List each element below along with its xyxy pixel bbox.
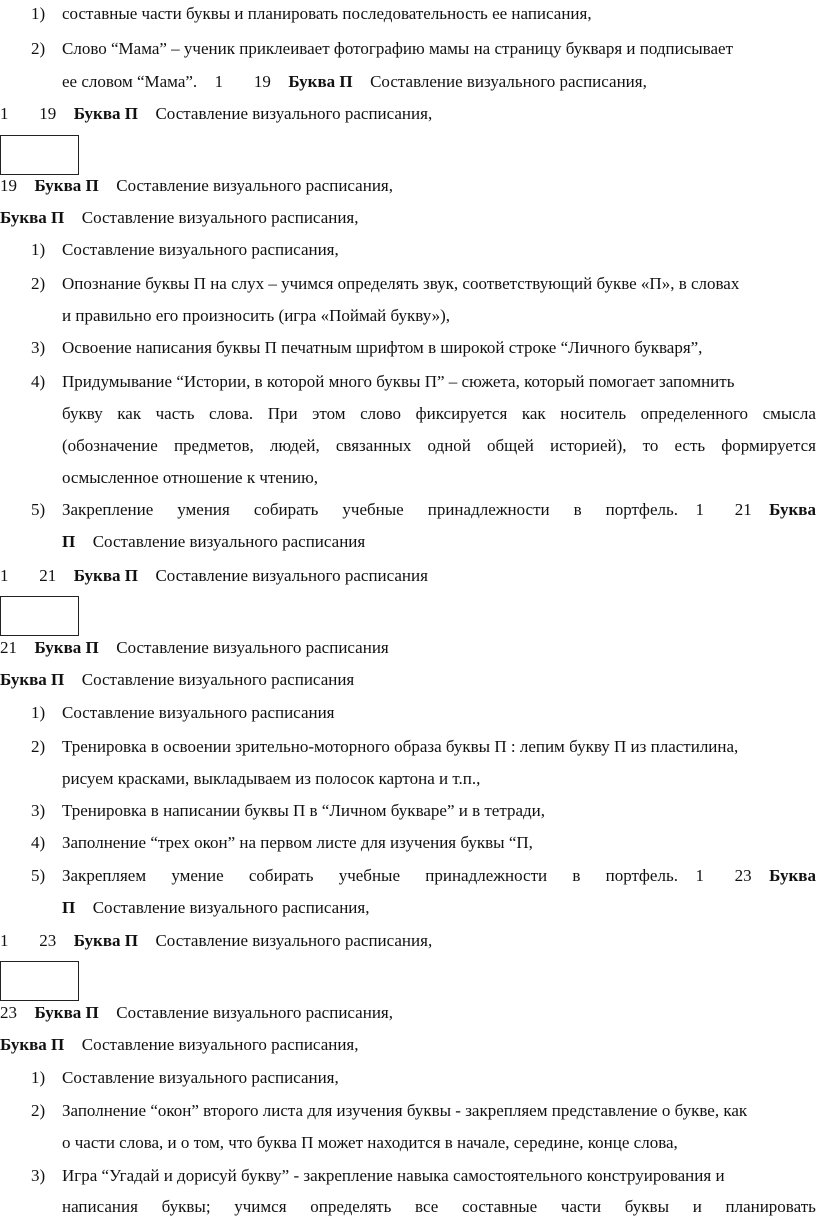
missing-glyph:   (270, 72, 285, 91)
list-marker: 1) (31, 240, 46, 259)
list-item-text: Закрепляем умение собирать учебные принадлежности в портфель.  1   23  Буква (62, 866, 816, 885)
reference-line: 1   19  Буква П  Составление визуального расписания, (0, 104, 433, 123)
missing-glyph:   (223, 72, 237, 91)
reference-line: Буква П  Составление визуального расписания (0, 670, 355, 689)
list-item-text: написания буквы; учимся определять все составные части буквы и планировать (62, 1197, 816, 1216)
reference-line: 21  Буква П  Составление визуального расписания (0, 638, 389, 657)
list-item-text: Составление визуального расписания, (62, 240, 339, 259)
image-placeholder-box (0, 135, 79, 175)
list-item-text: П  Составление визуального расписания, (62, 898, 370, 917)
list-item-text: букву как часть слова. При этом слово фиксируется как носитель определенного смысла (62, 404, 816, 423)
list-marker: 1) (31, 4, 46, 23)
list-marker: 4) (31, 833, 46, 852)
list-marker: 2) (31, 39, 46, 58)
reference-line: 1   23  Буква П  Составление визуального расписания, (0, 931, 433, 950)
list-item-text: Заполнение “трех окон” на первом листе для изучения буквы “П, (62, 833, 533, 852)
list-marker: 1) (31, 1068, 46, 1087)
list-item-text: и правильно его произносить (игра «Поймай букву»), (62, 306, 451, 325)
list-item-text: о части слова, и о том, что буква П может находится в начале, середине, конце слова, (62, 1133, 678, 1152)
reference-line: 19  Буква П  Составление визуального расписания, (0, 176, 393, 195)
list-item-text: Тренировка в написании буквы П в “Личном букваре” и в тетради, (62, 801, 546, 820)
list-item-text: Опознание буквы П на слух – учимся определять звук, соответствующий букве «П», в словах (62, 274, 740, 293)
list-item-text: Слово “Мама” – ученик приклеивает фотографию мамы на страницу букваря и подписывает (62, 39, 734, 58)
list-item-text: Игра “Угадай и дорисуй букву” - закрепление навыка самостоятельного конструирования и (62, 1166, 725, 1185)
reference-line: 1   21  Буква П  Составление визуального расписания (0, 566, 428, 585)
list-marker: 1) (31, 703, 46, 722)
list-item-text: составные части буквы и планировать последовательность ее написания, (62, 4, 592, 23)
reference-line: Буква П  Составление визуального расписания, (0, 1035, 359, 1054)
list-item-text: ее словом “Мама”.  1   19  Буква П  Составление визуального расписания, (62, 72, 647, 91)
list-marker: 3) (31, 1166, 46, 1185)
list-item-text: Составление визуального расписания, (62, 1068, 339, 1087)
list-marker: 5) (31, 866, 46, 885)
list-item-text: Освоение написания буквы П печатным шрифтом в широкой строке “Личного букваря”, (62, 338, 703, 357)
reference-line: 23  Буква П  Составление визуального расписания, (0, 1003, 393, 1022)
list-marker: 2) (31, 737, 46, 756)
list-marker: 5) (31, 500, 46, 519)
list-item-text: осмысленное отношение к чтению, (62, 468, 319, 487)
list-item-text: Тренировка в освоении зрительно-моторного образа буквы П : лепим букву П из пластилина, (62, 737, 739, 756)
image-placeholder-box (0, 596, 79, 636)
missing-glyph:   (352, 72, 366, 91)
missing-glyph:   (240, 72, 254, 91)
missing-glyph:   (197, 72, 211, 91)
list-item-text: Закрепление умения собирать учебные принадлежности в портфель.  1   21  Буква (62, 500, 816, 519)
list-marker: 2) (31, 1101, 46, 1120)
reference-line: Буква П  Составление визуального расписания, (0, 208, 359, 227)
list-marker: 2) (31, 274, 46, 293)
list-item-text: П  Составление визуального расписания (62, 532, 366, 551)
list-marker: 4) (31, 372, 46, 391)
bold-heading: Буква П (288, 72, 353, 91)
list-marker: 3) (31, 338, 46, 357)
list-item-text: (обозначение предметов, людей, связанных одной общей историей), то есть формируется (62, 436, 816, 455)
list-item-text: Заполнение “окон” второго листа для изучения буквы - закрепляем представление о букве, как (62, 1101, 748, 1120)
list-item-text: Придумывание “Истории, в которой много буквы П” – сюжета, который помогает запомнить (62, 372, 735, 391)
list-item-text: рисуем красками, выкладываем из полосок картона и т.п., (62, 769, 481, 788)
list-item-text: Составление визуального расписания (62, 703, 335, 722)
image-placeholder-box (0, 961, 79, 1001)
list-marker: 3) (31, 801, 46, 820)
